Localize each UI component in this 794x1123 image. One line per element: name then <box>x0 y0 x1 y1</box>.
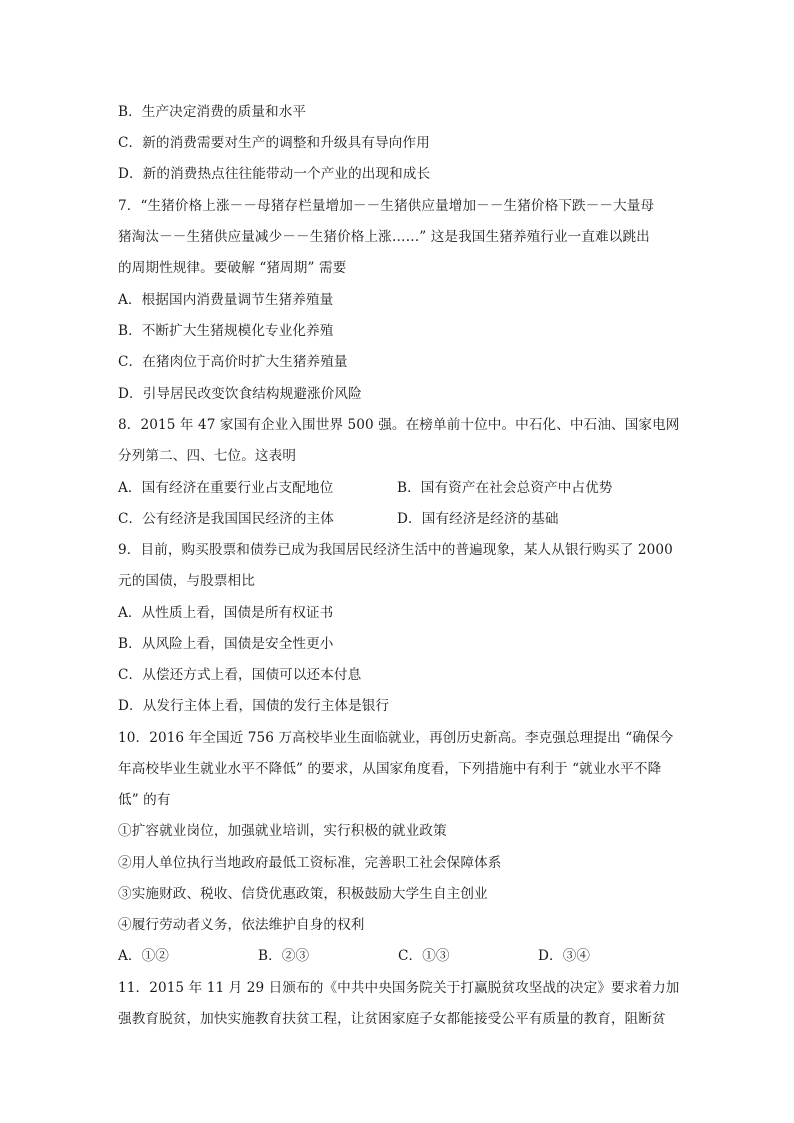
option-6b: B．生产决定消费的质量和水平 <box>118 104 307 120</box>
option-7d: D．引导居民改变饮食结构规避涨价风险 <box>118 386 362 402</box>
question-10-line-3: 低” 的有 <box>118 792 171 808</box>
statement-2: ②用人单位执行当地政府最低工资标准，完善职工社会保障体系 <box>118 855 502 871</box>
option-9d: D．从发行主体上看，国债的发行主体是银行 <box>118 698 390 714</box>
option-7b: B．不断扩大生猪规模化专业化养殖 <box>118 323 334 339</box>
option-9b: B．从风险上看，国债是安全性更小 <box>118 636 334 652</box>
option-7c: C．在猪肉位于高价时扩大生猪养殖量 <box>118 354 348 370</box>
question-9-line-1: 9．目前，购买股票和债券已成为我国居民经济生活中的普遍现象，某人从银行购买了 2000 <box>118 542 673 558</box>
option-9a: A．从性质上看，国债是所有权证书 <box>118 605 334 621</box>
option-10c: C．①③ <box>398 948 450 964</box>
question-8-line-2: 分列第二、四、七位。这表明 <box>118 448 297 464</box>
option-9c: C．从偿还方式上看，国债可以还本付息 <box>118 667 362 683</box>
question-8-line-1: 8．2015 年 47 家国有企业入围世界 500 强。在榜单前十位中。中石化、中石油、国家电网 <box>118 417 680 433</box>
option-8b: B．国有资产在社会总资产中占优势 <box>397 480 613 496</box>
option-7a: A．根据国内消费量调节生猪养殖量 <box>118 292 334 308</box>
question-11-line-2: 强教育脱贫，加快实施教育扶贫工程，让贫困家庭子女都能接受公平有质量的教育，阻断贫 <box>118 1011 666 1027</box>
question-7-line-1: 7．“生猪价格上涨－－母猪存栏量增加－－生猪供应量增加－－生猪价格下跌－－大量母 <box>118 198 655 214</box>
question-10-line-2: 年高校毕业生就业水平不降低” 的要求，从国家角度看，下列措施中有利于 “就业水平不降 <box>118 761 662 777</box>
option-10b: B．②③ <box>258 948 310 964</box>
question-9-line-2: 元的国债，与股票相比 <box>118 573 255 589</box>
option-6d: D．新的消费热点往往能带动一个产业的出现和成长 <box>118 166 431 182</box>
question-11-line-1: 11．2015 年 11 月 29 日颁布的《中共中央国务院关于打赢脱贫攻坚战的决定》要求着力加 <box>118 980 680 996</box>
option-8c: C．公有经济是我国国民经济的主体 <box>118 511 334 527</box>
statement-1: ①扩容就业岗位，加强就业培训，实行积极的就业政策 <box>118 823 447 839</box>
statement-4: ④履行劳动者义务，依法维护自身的权利 <box>118 917 365 933</box>
option-10d: D．③④ <box>538 948 591 964</box>
statement-3: ③实施财政、税收、信贷优惠政策，积极鼓励大学生自主创业 <box>118 886 488 902</box>
question-7-line-3: 的周期性规律。要破解 “猪周期” 需要 <box>118 260 347 276</box>
question-7-line-2: 猪淘汰－－生猪供应量减少－－生猪价格上涨……” 这是我国生猪养殖行业一直难以跳出 <box>118 229 650 245</box>
option-10a: A．①② <box>118 948 169 964</box>
option-8a: A．国有经济在重要行业占支配地位 <box>118 480 334 496</box>
option-6c: C．新的消费需要对生产的调整和升级具有导向作用 <box>118 135 430 151</box>
option-8d: D．国有经济是经济的基础 <box>397 511 559 527</box>
question-10-line-1: 10．2016 年全国近 756 万高校毕业生面临就业，再创历史新高。李克强总理提出 “确保今 <box>118 730 674 746</box>
